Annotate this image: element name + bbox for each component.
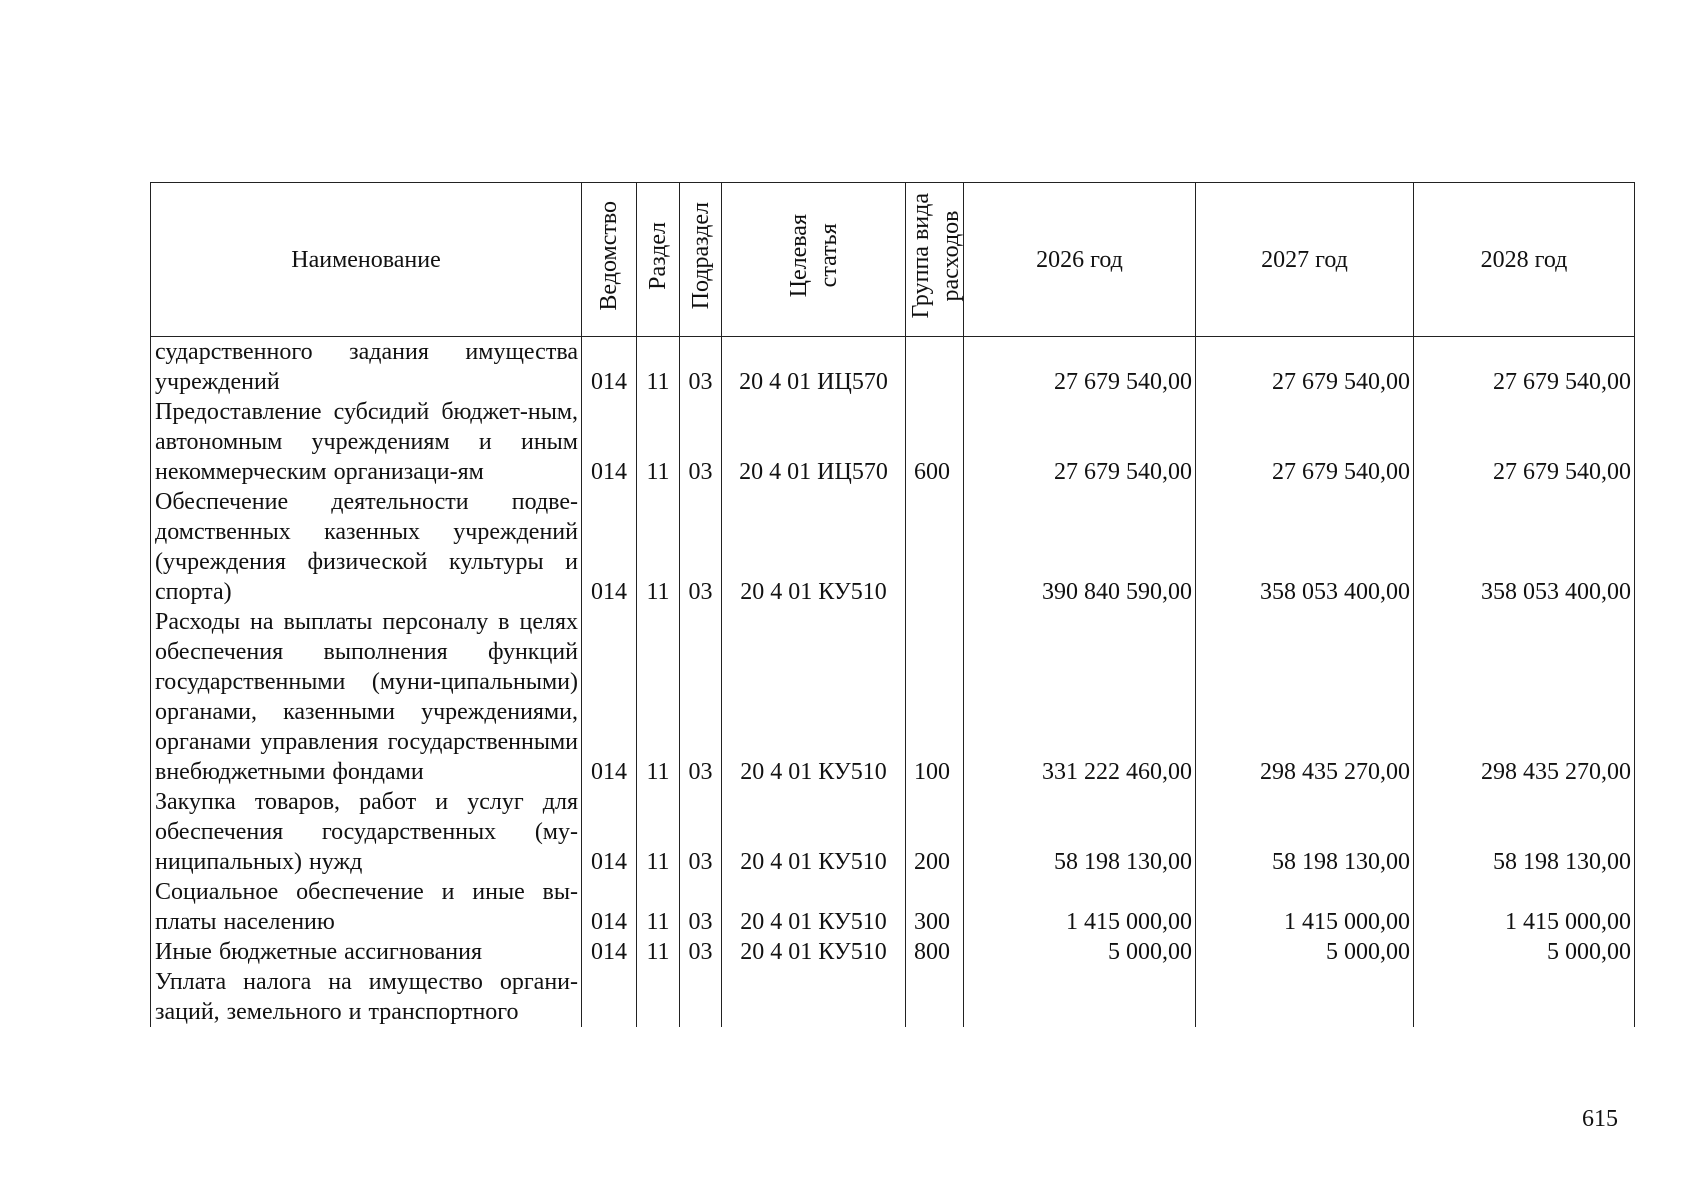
- cell-razdel: 11: [637, 937, 680, 967]
- cell-2028: 1 415 000,00: [1414, 877, 1635, 937]
- cell-name: Расходы на выплаты персоналу в целях обеспечения выполнения функций государственными (муни-ципальными) органами, казенными учреждениями, органами управления государственными внебюджетными фондами: [151, 607, 582, 787]
- cell-podrazdel: [680, 967, 722, 1027]
- cell-2028: 58 198 130,00: [1414, 787, 1635, 877]
- cell-name: Иные бюджетные ассигнования: [151, 937, 582, 967]
- cell-podrazdel: 03: [680, 787, 722, 877]
- cell-podrazdel: 03: [680, 937, 722, 967]
- cell-vedomstvo: 014: [582, 487, 637, 607]
- table-row: [151, 607, 1635, 787]
- table-row: [151, 487, 1635, 607]
- cell-celevaya-statya: 20 4 01 ИЦ570: [722, 397, 906, 487]
- cell-2028: 27 679 540,00: [1414, 397, 1635, 487]
- cell-2028: 5 000,00: [1414, 937, 1635, 967]
- cell-gruppa: 600: [906, 397, 964, 487]
- cell-2026: 58 198 130,00: [964, 787, 1196, 877]
- cell-2028: 27 679 540,00: [1414, 337, 1635, 398]
- header-razdel: Раздел: [637, 183, 680, 337]
- header-2026: 2026 год: [964, 183, 1196, 337]
- cell-gruppa: 100: [906, 607, 964, 787]
- cell-celevaya-statya: 20 4 01 КУ510: [722, 937, 906, 967]
- cell-name: Обеспечение деятельности подве-домственных казенных учреждений (учреждения физической культуры и спорта): [151, 487, 582, 607]
- cell-vedomstvo: 014: [582, 397, 637, 487]
- cell-razdel: 11: [637, 487, 680, 607]
- cell-gruppa: 800: [906, 937, 964, 967]
- cell-celevaya-statya: 20 4 01 КУ510: [722, 487, 906, 607]
- cell-2028: [1414, 967, 1635, 1027]
- cell-2026: 27 679 540,00: [964, 337, 1196, 398]
- cell-celevaya-statya: 20 4 01 КУ510: [722, 877, 906, 937]
- cell-gruppa: 300: [906, 877, 964, 937]
- header-gruppa-vida-rashodov: Группа вида расходов: [906, 183, 964, 337]
- cell-2027: 358 053 400,00: [1196, 487, 1414, 607]
- cell-razdel: 11: [637, 877, 680, 937]
- cell-2028: 358 053 400,00: [1414, 487, 1635, 607]
- cell-2026: 1 415 000,00: [964, 877, 1196, 937]
- table-row: [151, 337, 1635, 398]
- header-2027: 2027 год: [1196, 183, 1414, 337]
- budget-table: [150, 182, 1635, 1027]
- cell-celevaya-statya: 20 4 01 КУ510: [722, 607, 906, 787]
- cell-podrazdel: 03: [680, 337, 722, 398]
- cell-2027: 58 198 130,00: [1196, 787, 1414, 877]
- cell-2027: 27 679 540,00: [1196, 397, 1414, 487]
- page-number: 615: [1582, 1106, 1618, 1132]
- cell-razdel: 11: [637, 787, 680, 877]
- header-2028: 2028 год: [1414, 183, 1635, 337]
- cell-podrazdel: 03: [680, 487, 722, 607]
- cell-razdel: 11: [637, 607, 680, 787]
- cell-celevaya-statya: [722, 967, 906, 1027]
- cell-vedomstvo: 014: [582, 877, 637, 937]
- cell-2027: 298 435 270,00: [1196, 607, 1414, 787]
- table-row: [151, 397, 1635, 487]
- cell-2028: 298 435 270,00: [1414, 607, 1635, 787]
- cell-gruppa: [906, 487, 964, 607]
- cell-razdel: 11: [637, 397, 680, 487]
- cell-gruppa: [906, 967, 964, 1027]
- cell-vedomstvo: [582, 967, 637, 1027]
- cell-2027: 1 415 000,00: [1196, 877, 1414, 937]
- cell-vedomstvo: 014: [582, 607, 637, 787]
- header-vedomstvo: Ведомство: [582, 183, 637, 337]
- cell-vedomstvo: 014: [582, 787, 637, 877]
- cell-name: Закупка товаров, работ и услуг для обеспечения государственных (му-ниципальных) нужд: [151, 787, 582, 877]
- cell-name: Предоставление субсидий бюджет-ным, автономным учреждениям и иным некоммерческим организаци-ям: [151, 397, 582, 487]
- cell-name: Уплата налога на имущество органи-заций, земельного и транспортного: [151, 967, 582, 1027]
- cell-name: Социальное обеспечение и иные вы-платы населению: [151, 877, 582, 937]
- cell-razdel: [637, 967, 680, 1027]
- cell-2026: 27 679 540,00: [964, 397, 1196, 487]
- cell-gruppa: [906, 337, 964, 398]
- cell-name: сударственного задания имущества учреждений: [151, 337, 582, 398]
- cell-podrazdel: 03: [680, 607, 722, 787]
- table-row: [151, 967, 1635, 1027]
- header-podrazdel: Подраздел: [680, 183, 722, 337]
- cell-podrazdel: 03: [680, 877, 722, 937]
- table-row: [151, 937, 1635, 967]
- cell-2026: 331 222 460,00: [964, 607, 1196, 787]
- cell-2027: [1196, 967, 1414, 1027]
- cell-celevaya-statya: 20 4 01 КУ510: [722, 787, 906, 877]
- cell-2026: [964, 967, 1196, 1027]
- table-row: [151, 787, 1635, 877]
- cell-vedomstvo: 014: [582, 937, 637, 967]
- cell-podrazdel: 03: [680, 397, 722, 487]
- cell-celevaya-statya: 20 4 01 ИЦ570: [722, 337, 906, 398]
- header-name: Наименование: [151, 183, 582, 337]
- cell-gruppa: 200: [906, 787, 964, 877]
- table-row: [151, 877, 1635, 937]
- header-row: [151, 183, 1635, 337]
- cell-vedomstvo: 014: [582, 337, 637, 398]
- cell-2026: 390 840 590,00: [964, 487, 1196, 607]
- cell-2027: 5 000,00: [1196, 937, 1414, 967]
- header-celevaya-statya: Целевая статья: [722, 183, 906, 337]
- cell-razdel: 11: [637, 337, 680, 398]
- cell-2026: 5 000,00: [964, 937, 1196, 967]
- cell-2027: 27 679 540,00: [1196, 337, 1414, 398]
